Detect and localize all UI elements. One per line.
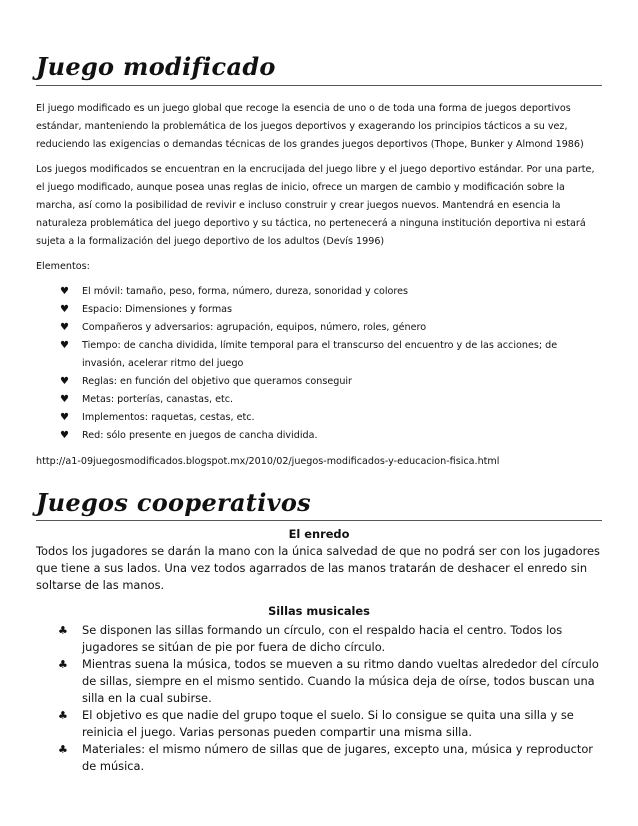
spade-bullet-icon: ♣	[58, 624, 68, 637]
list-item: ♥ El móvil: tamaño, peso, forma, número, dureza, sonoridad y colores	[52, 283, 602, 301]
list-item: ♣ Materiales: el mismo número de sillas que de jugares, excepto una, música y reproductor de música.	[58, 742, 593, 773]
heart-bullet-icon: ♥	[60, 340, 69, 351]
heart-bullet-icon: ♥	[60, 412, 69, 423]
heart-bullet-icon: ♥	[60, 430, 69, 441]
heart-bullet-icon: ♥	[60, 376, 69, 387]
list-item: ♣ Mientras suena la música, todos se mueven a su ritmo dando vueltas alrededor del círculo de sillas, siempre en el mismo sentido. Cuando la música deja de oírse, todos buscan una silla en la cual subirse.	[58, 657, 599, 705]
list-item: ♥ Implementos: raquetas, cestas, etc.	[52, 409, 602, 427]
spade-bullet-icon: ♣	[58, 658, 68, 671]
elements-list	[36, 283, 602, 445]
list-item: ♥ Espacio: Dimensiones y formas	[52, 301, 602, 319]
spade-bullet-icon: ♣	[58, 743, 68, 756]
section-title-juego-modificado: Juego modificado	[36, 52, 276, 81]
list-item: ♥ Metas: porterías, canastas, etc.	[52, 391, 602, 409]
list-item: ♥ Reglas: en función del objetivo que queramos conseguir	[52, 373, 602, 391]
elements-label: Elementos:	[36, 261, 90, 272]
paragraph: El juego modificado es un juego global que recoge la esencia de uno o de toda una forma de juegos deportivos estándar, manteniendo la problemática de los juegos deportivos y exagerando los principios tácticos a su vez, reduciendo las exigencias o demandas técnicas de los grandes juegos deportivos (Thope, Bunker y Almond 1986)	[36, 103, 584, 150]
list-item: ♣ El objetivo es que nadie del grupo toque el suelo. Si lo consigue se quita una silla y se reinicia el juego. Varias personas pueden compartir una misma silla.	[58, 708, 574, 739]
sillas-list	[36, 622, 602, 775]
heart-bullet-icon: ♥	[60, 286, 69, 297]
section-divider	[36, 520, 602, 521]
source-link[interactable]: http://a1-09juegosmodificados.blogspot.mx/2010/02/juegos-modificados-y-educacion-fisica.html	[36, 456, 500, 467]
spade-bullet-icon: ♣	[58, 709, 68, 722]
heart-bullet-icon: ♥	[60, 322, 69, 333]
list-item: ♣ Se disponen las sillas formando un círculo, con el respaldo hacia el centro. Todos los jugadores se sitúan de pie por fuera de dicho círculo.	[58, 623, 563, 654]
section-juegos-cooperativos	[36, 526, 602, 775]
list-item: ♥ Compañeros y adversarios: agrupación, equipos, número, roles, género	[52, 319, 602, 337]
section-divider	[36, 85, 602, 86]
paragraph: Los juegos modificados se encuentran en la encrucijada del juego libre y el juego deportivo estándar. Por una parte, el juego modificado, aunque posea unas reglas de inicio, ofrece un margen de cambio y modificación sobre la marcha, así como la posibilidad de revivir e incluso construir y crear juegos nuevos. Mantendrá en esencia la naturaleza problemática del juego deportivo y su táctica, no pertenecerá a ninguna institución deportiva ni estará sujeta a la formalización del juego deportivo de los adultos (Devís 1996)	[36, 164, 595, 247]
game-title-sillas-musicales: Sillas musicales	[268, 604, 370, 618]
heart-bullet-icon: ♥	[60, 394, 69, 405]
paragraph: Todos los jugadores se darán la mano con la única salvedad de que no podrá ser con los jugadores que tiene a sus lados. Una vez todos agarrados de las manos tratarán de deshacer el enredo sin soltarse de las manos.	[36, 544, 600, 592]
list-item: ♥ Red: sólo presente en juegos de cancha dividida.	[52, 427, 602, 445]
heart-bullet-icon: ♥	[60, 304, 69, 315]
section-juego-modificado	[36, 100, 602, 478]
section-title-juegos-cooperativos: Juegos cooperativos	[36, 488, 311, 517]
list-item: ♥ Tiempo: de cancha dividida, límite temporal para el transcurso del encuentro y de las acciones; de invasión, acelerar ritmo del juego	[52, 337, 602, 373]
game-title-el-enredo: El enredo	[288, 527, 350, 541]
